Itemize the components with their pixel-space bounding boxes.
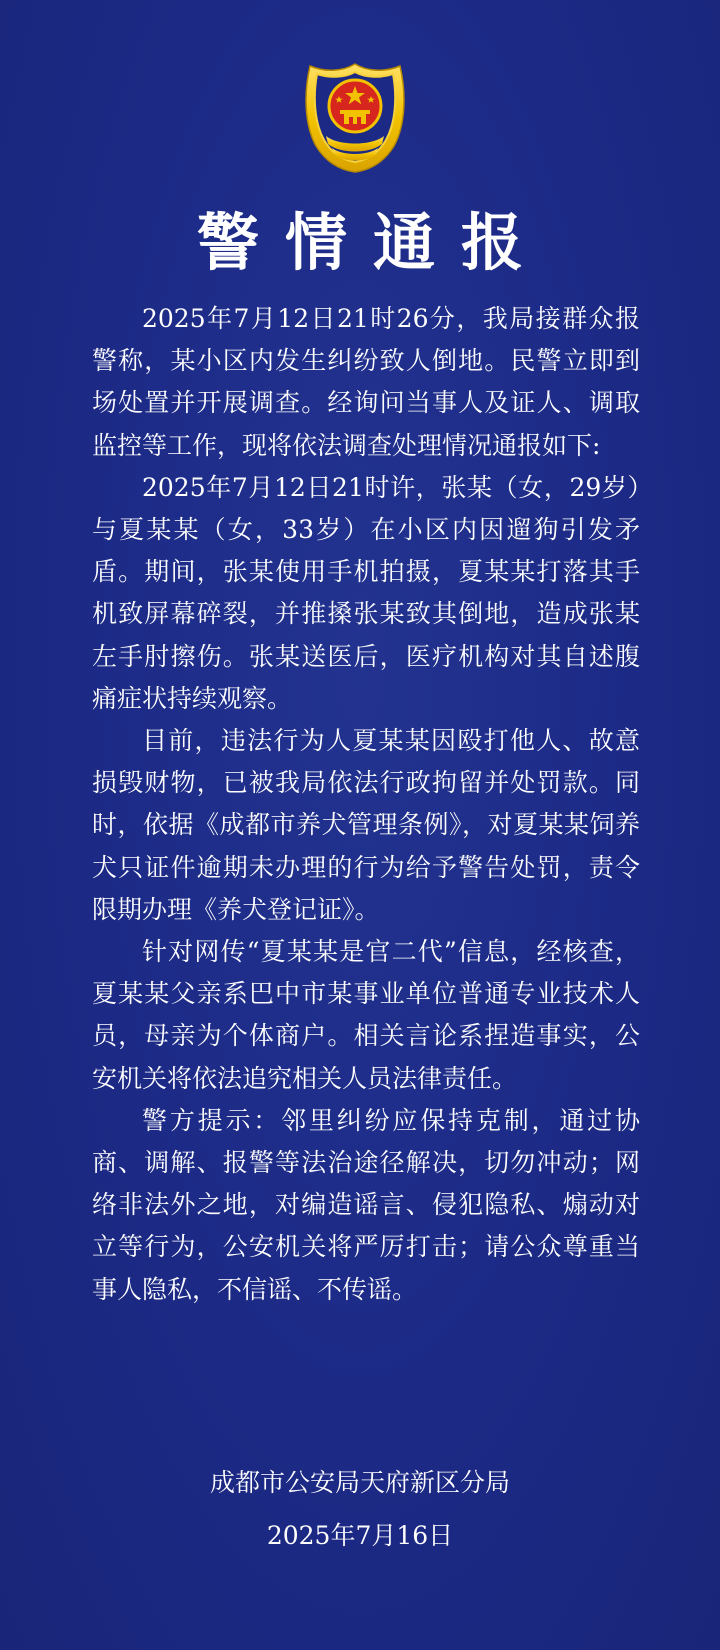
issuing-authority: 成都市公安局天府新区分局 [209, 1468, 510, 1497]
paragraph: 警方提示：邻里纠纷应保持克制，通过协商、调解、报警等法治途径解决，切勿冲动；网络非法外之地，对编造谣言、侵犯隐私、煽动对立等行为，公安机关将严厉打击；请公众尊重当事人隐私，不信谣、不传谣。 [92, 1105, 640, 1304]
paragraph: 2025年7月12日21时许，张某（女，29岁）与夏某某（女，33岁）在小区内因遛狗引发矛盾。期间，张某使用手机拍摄，夏某某打落其手机致屏幕碎裂，并推搡张某致其倒地，造成张某左手肘擦伤。张某送医后，医疗机构对其自述腹痛症状持续观察。 [92, 472, 640, 713]
issue-date: 2025年7月16日 [266, 1521, 454, 1550]
notice-body [92, 298, 640, 1311]
police-badge-icon [302, 62, 408, 174]
paragraph: 2025年7月12日21时26分，我局接群众报警称，某小区内发生纠纷致人倒地。民警立即到场处置并开展调查。经询问当事人及证人、调取监控等工作，现将依法调查处理情况通报如下: [92, 304, 640, 460]
notice-title: 警情通报 [196, 206, 549, 279]
paragraph: 针对网传“夏某某是官二代”信息，经核查，夏某某父亲系巴中市某事业单位普通专业技术人员，母亲为个体商户。相关言论系捏造事实，公安机关将依法追究相关人员法律责任。 [92, 937, 640, 1093]
paragraph: 目前，违法行为人夏某某因殴打他人、故意损毁财物，已被我局依法行政拘留并处罚款。同时，依据《成都市养犬管理条例》，对夏某某饲养犬只证件逾期未办理的行为给予警告处罚，责令限期办理《养犬登记证》。 [92, 726, 640, 924]
